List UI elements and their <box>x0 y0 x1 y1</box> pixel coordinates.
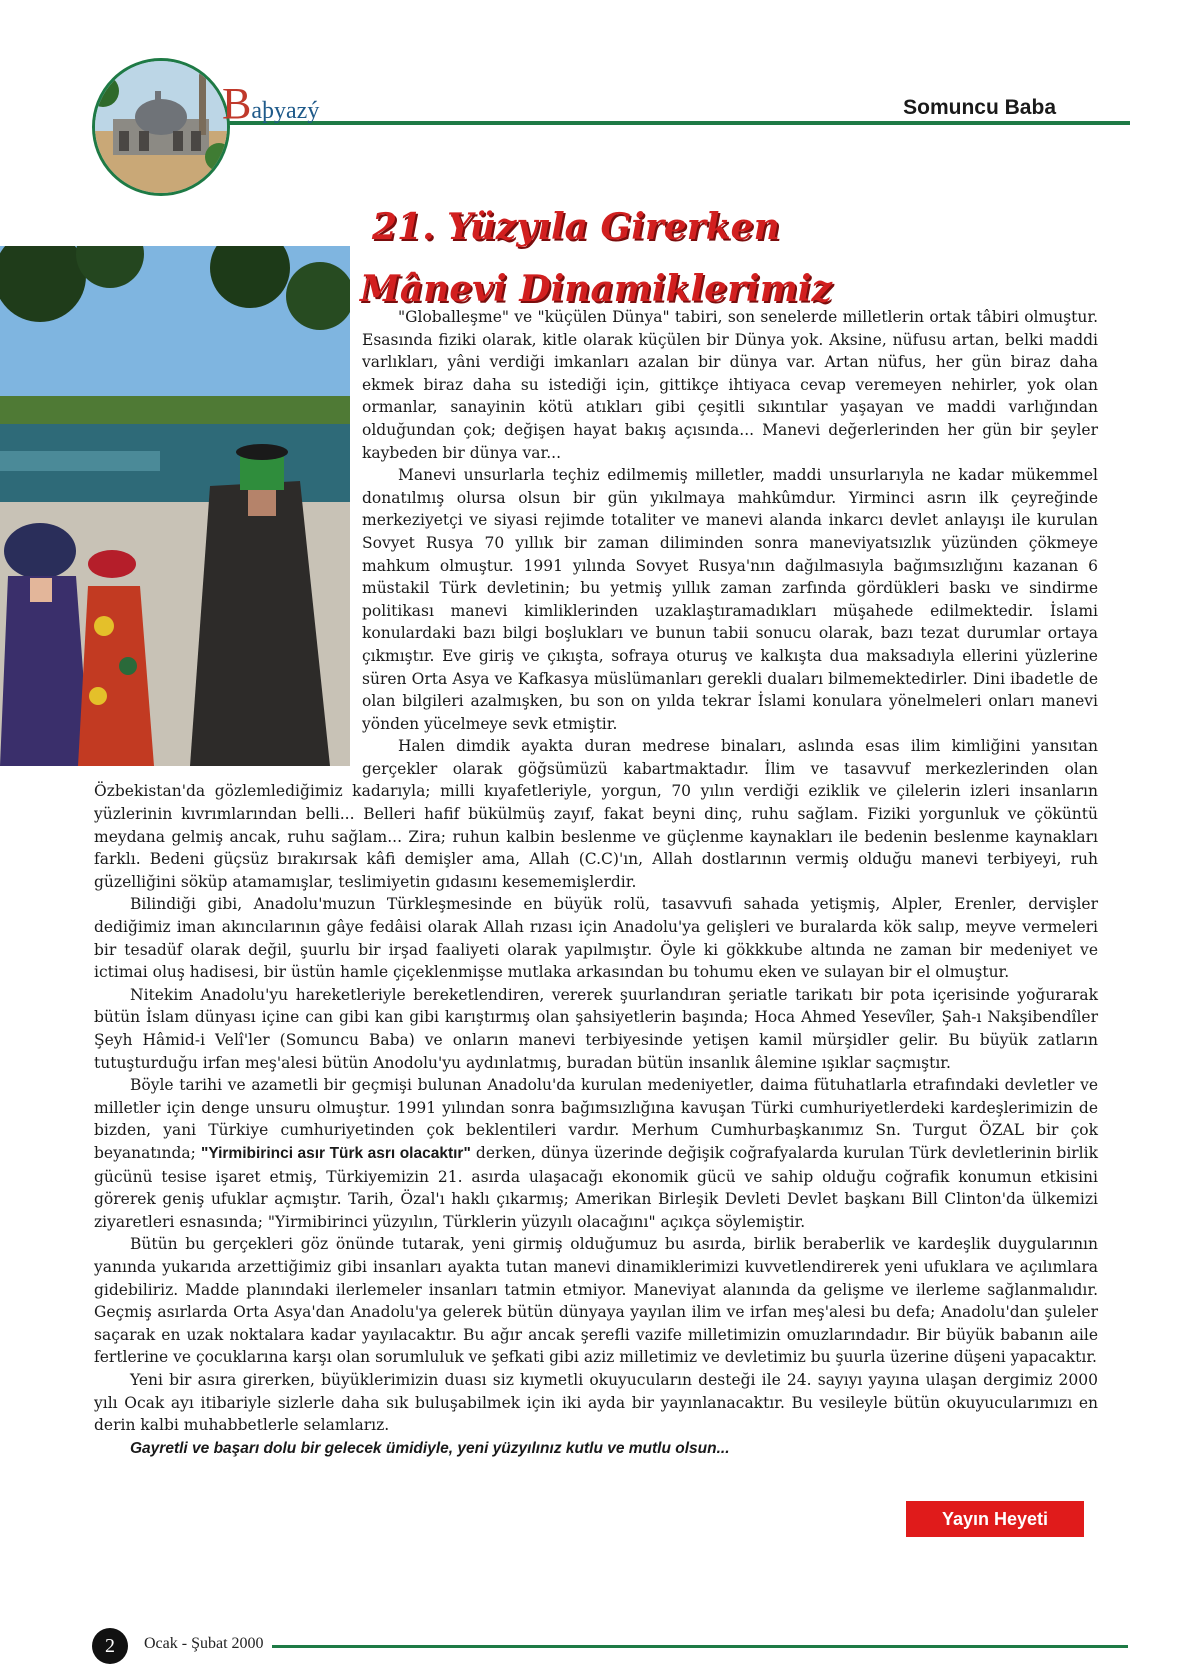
paragraph-6-start: Böyle tarihi ve azametli bir geçmişi bulunan Anadolu'da kurulan medeniyetler, daima fütuhatlarla etrafındaki devletler ve milletler için denge unsuru olmuştur. 1991 yılından sonra bağımsızlığına kavuşan Türki cumhuriyetlerdeki kardeşlerimizin de bizden, yani Türkiye cumhuriyetinden çok beklentileri vardır. Merhum Cumhurbaşkanımız Sn. Turgut ÖZAL bir çok beyanatında; <box>94 1076 1098 1162</box>
article-title-line-2: Mânevi Dinamiklerimiz <box>360 268 832 310</box>
paragraph-3: Halen dimdik ayakta duran medrese binaları, aslında esas ilim kimliğini yansıtan gerçekler olarak göğsümüzü kabartmaktadır. İlim ve tasavvuf merkezlerinden olan Özbekistan'da gözlemlediğimiz kadarıyla; milli kıyafetleriyle, yorgun, 70 yılın verdiği eziklik ve çilelerin izleri insanların yüzlerinin kıvrımlarından belli... Belleri hafif bükülmüş zayıf, fakat beyni dinç, ruhu sağlam. Fiziki yorgunluk ve çöküntü meydana gelmiş ancak, ruhu sağlam... Zira; ruhun kalbin beslenme ve güçlenme kaynakları ile bedenin beslenme kaynakları farklı. Bedeni güçsüz bırakırsak kâfi demişler ama, Allah (C.C)'ın, Allah dostlarının vermiş olduğu manevi terbiyeyi, ruh güzelliğini söküp atamamışlar, teslimiyetin gıdasını kesememişlerdir. <box>94 737 1098 891</box>
section-label-rest: aþyazý <box>251 98 320 124</box>
paragraph-1: "Globalleşme" ve "küçülen Dünya" tabiri, son senelerde milletlerin ortak tâbiri olmuştur. Esasında fiziki olarak, kitle olarak küçülen bir Dünya yok. Aksine, nüfusu artan, belki maddi varlıkları, yâni verdiği imkanları azalan bir dünya var. Artan nüfus, her gün biraz daha ekmek biraz daha su istediği için, gittikçe ihtiyaca cevap veremeyen nehirler, yok olan ormanlar, sanayinin kötü atıkları gibi çeşitli sıkıntılar yaşayan ve maddi varlığından olduğundan çok; değişen hayat bakış açısında... Manevi değerlerinden her gün bir şeyler kaybeden bir dünya var... <box>362 308 1098 462</box>
paragraph-2: Manevi unsurlarla teçhiz edilmemiş milletler, maddi unsurlarıyla ne kadar mükemmel donatılmış olursa olsun bir gün yıkılmaya mahkûmdur. Yirminci asrın ilk çeyreğinde merkeziyetçi ve siyasi rejimde totaliter ve manevi alanda inkarcı devlet anlayışı ile kurulan Sovyet Rusya 70 yıllık bir zaman diliminden sonra maneviyatsızlık yüzünden çökmeye mahkum olmuştur. 1991 yılında Sovyet Rusya'nın dağılmasıyla bağımsızlığını kazanan 6 müstakil Türk devletinin; bu yetmiş yıllık zaman zarfında gördükleri baskı ve sindirme politikası manevi kimliklerinden uzaklaştıramadıkları müşahede edilmektedir. İslami konulardaki bazı bilgi boşlukları ve bunun tabii sonucu olarak, bazı tezat durumlar ortaya çıkmıştır. Eve giriş ve çıkışta, sofraya oturuş ve kalkışta dua maksadıyla ellerini yüzlerine süren Orta Asya ve Kafkasya müslümanları gerekli duaları bilmemektedirler. Dini ibadetle de olan bilgileri azalmışken, bu son on yılda tekrar İslami konulara yönelmeleri onları manevi yönden yücelmeye sevk etmiştir. <box>362 466 1098 733</box>
paragraph-5: Nitekim Anadolu'yu hareketleriyle bereketlendiren, vererek şuurlandıran şeriatle tarikatı bir pota içerisinde yoğurarak bütün İslam dünyası içine can gibi kan gibi karıştırmış olan şahsiyetlerin başında; Hoca Ahmed Yesevîler, Şah-ı Nakşibendîler Şeyh Hâmid-i Velî'ler (Somuncu Baba) ve onların manevi terbiyesinde yetişen kamil mürşidler gelir. Bu büyük zatların tutuşturduğu irfan meş'alesi bütün Anodolu'yu aydınlatmış, buradan bütün insanlık âlemine ışıklar saçmıştır. <box>94 985 1098 1072</box>
photo-wrap-spacer <box>94 306 362 774</box>
page-number: 2 <box>92 1628 128 1664</box>
issue-date: Ocak - Şubat 2000 <box>144 1635 264 1652</box>
paragraph-6 <box>94 1074 1098 1233</box>
article-title-line-1: 21. Yüzyıla Girerken <box>372 206 780 248</box>
signature-badge: Yayın Heyeti <box>906 1501 1084 1537</box>
magazine-name: Somuncu Baba <box>903 96 1056 119</box>
article-body <box>94 306 1098 1460</box>
article-title <box>360 196 832 320</box>
closing-wish: Gayretli ve başarı dolu bir gelecek ümidiyle, yeni yüzyılınız kutlu ve mutlu olsun... <box>130 1439 730 1457</box>
section-label-initial: B <box>222 79 252 128</box>
section-label <box>222 78 319 129</box>
paragraph-4: Bilindiği gibi, Anadolu'muzun Türkleşmesinde en büyük rolü, tasavvufi sahada yetişmiş, Alpler, Erenler, dervişler dediğimiz iman akıncılarının gâye fedâisi olarak Allah rızası için Anadolu'ya gelişleri ve buralarda kök salıp, meyve vermeleri bir tesadüf olarak değil, şuurlu bir irşad faaliyeti olarak yapılmıştır. Öyle ki gökkkube altında ne zaman bir medeniyet ve ictimai oluş hadisesi, bir üstün hamle çiçeklenmişse mutlaka arkasından bu tohumu eken ve sulayan bir el olmuştur. <box>94 895 1098 982</box>
paragraph-7: Bütün bu gerçekleri göz önünde tutarak, yeni girmiş olduğumuz bu asırda, birlik beraberlik ve kardeşlik duygularının yanında yukarıda arzettiğimiz gibi insanları ayakta tutan manevi dinamiklerimizi kuvvetlendirerek yeni ufuklara ve açılımlara gidebiliriz. Madde planındaki ilerlemeler insanları tatmin etmiyor. Maneviyat alanında da gelişme ve ilerleme sağlanmalıdır. Geçmiş asırlarda Orta Asya'dan Anadolu'ya gelerek bütün dünyaya yayılan ilim ve irfan meş'alesi bu defa; Anadolu'dan şuleler saçarak en uzak noktalara kadar yayılacaktır. Bu ağır ancak şerefli vazife milletimizin omuzlarındadır. Bir büyük babanın aile fertlerine ve çocuklarına karşı olan sorumluluk ve şefkati gibi aziz milletimiz ve devletimiz bu şuurla üzerine düşeni yapacaktır. <box>94 1235 1098 1367</box>
ozal-quote: "Yirmibirinci asır Türk asrı olacaktır" <box>200 1144 471 1162</box>
mosque-emblem-image <box>92 58 230 196</box>
paragraph-8: Yeni bir asıra girerken, büyüklerimizin duası siz kıymetli okuyucuların desteği ile 24. sayıyı yayına ulaşan dergimiz 2000 yılı Ocak ayı itibariyle sizlerle daha sık buluşabilmek için iki ayda bir yayınlanacaktır. Bu vesileyle bütün okuyucularımızı en derin kalbi muhabbetlerle selamlarız. <box>94 1370 1098 1435</box>
paragraph-6-end: derken, dünya üzerinde değişik coğrafyalarda kurulan Türk devletlerinin birlik gücünü tesise işaret etmiş, Türkiyemizin 21. asırda ulaşacağı ekonomik gücü ve sahip olduğu coğrafik konumun etkisini görerek geniş ufuklar açmıştır. Tarih, Özal'ı haklı çıkarmış; Amerikan Birleşik Devleti Devlet başkanı Bill Clinton'da ülkemizi ziyaretleri esnasında; "Yirmibirinci yüzyılın, Türklerin yüzyılı olacağını" açıkça söylemiştir. <box>94 1143 1098 1231</box>
footer-rule <box>272 1645 1128 1648</box>
header-rule <box>208 121 1130 125</box>
